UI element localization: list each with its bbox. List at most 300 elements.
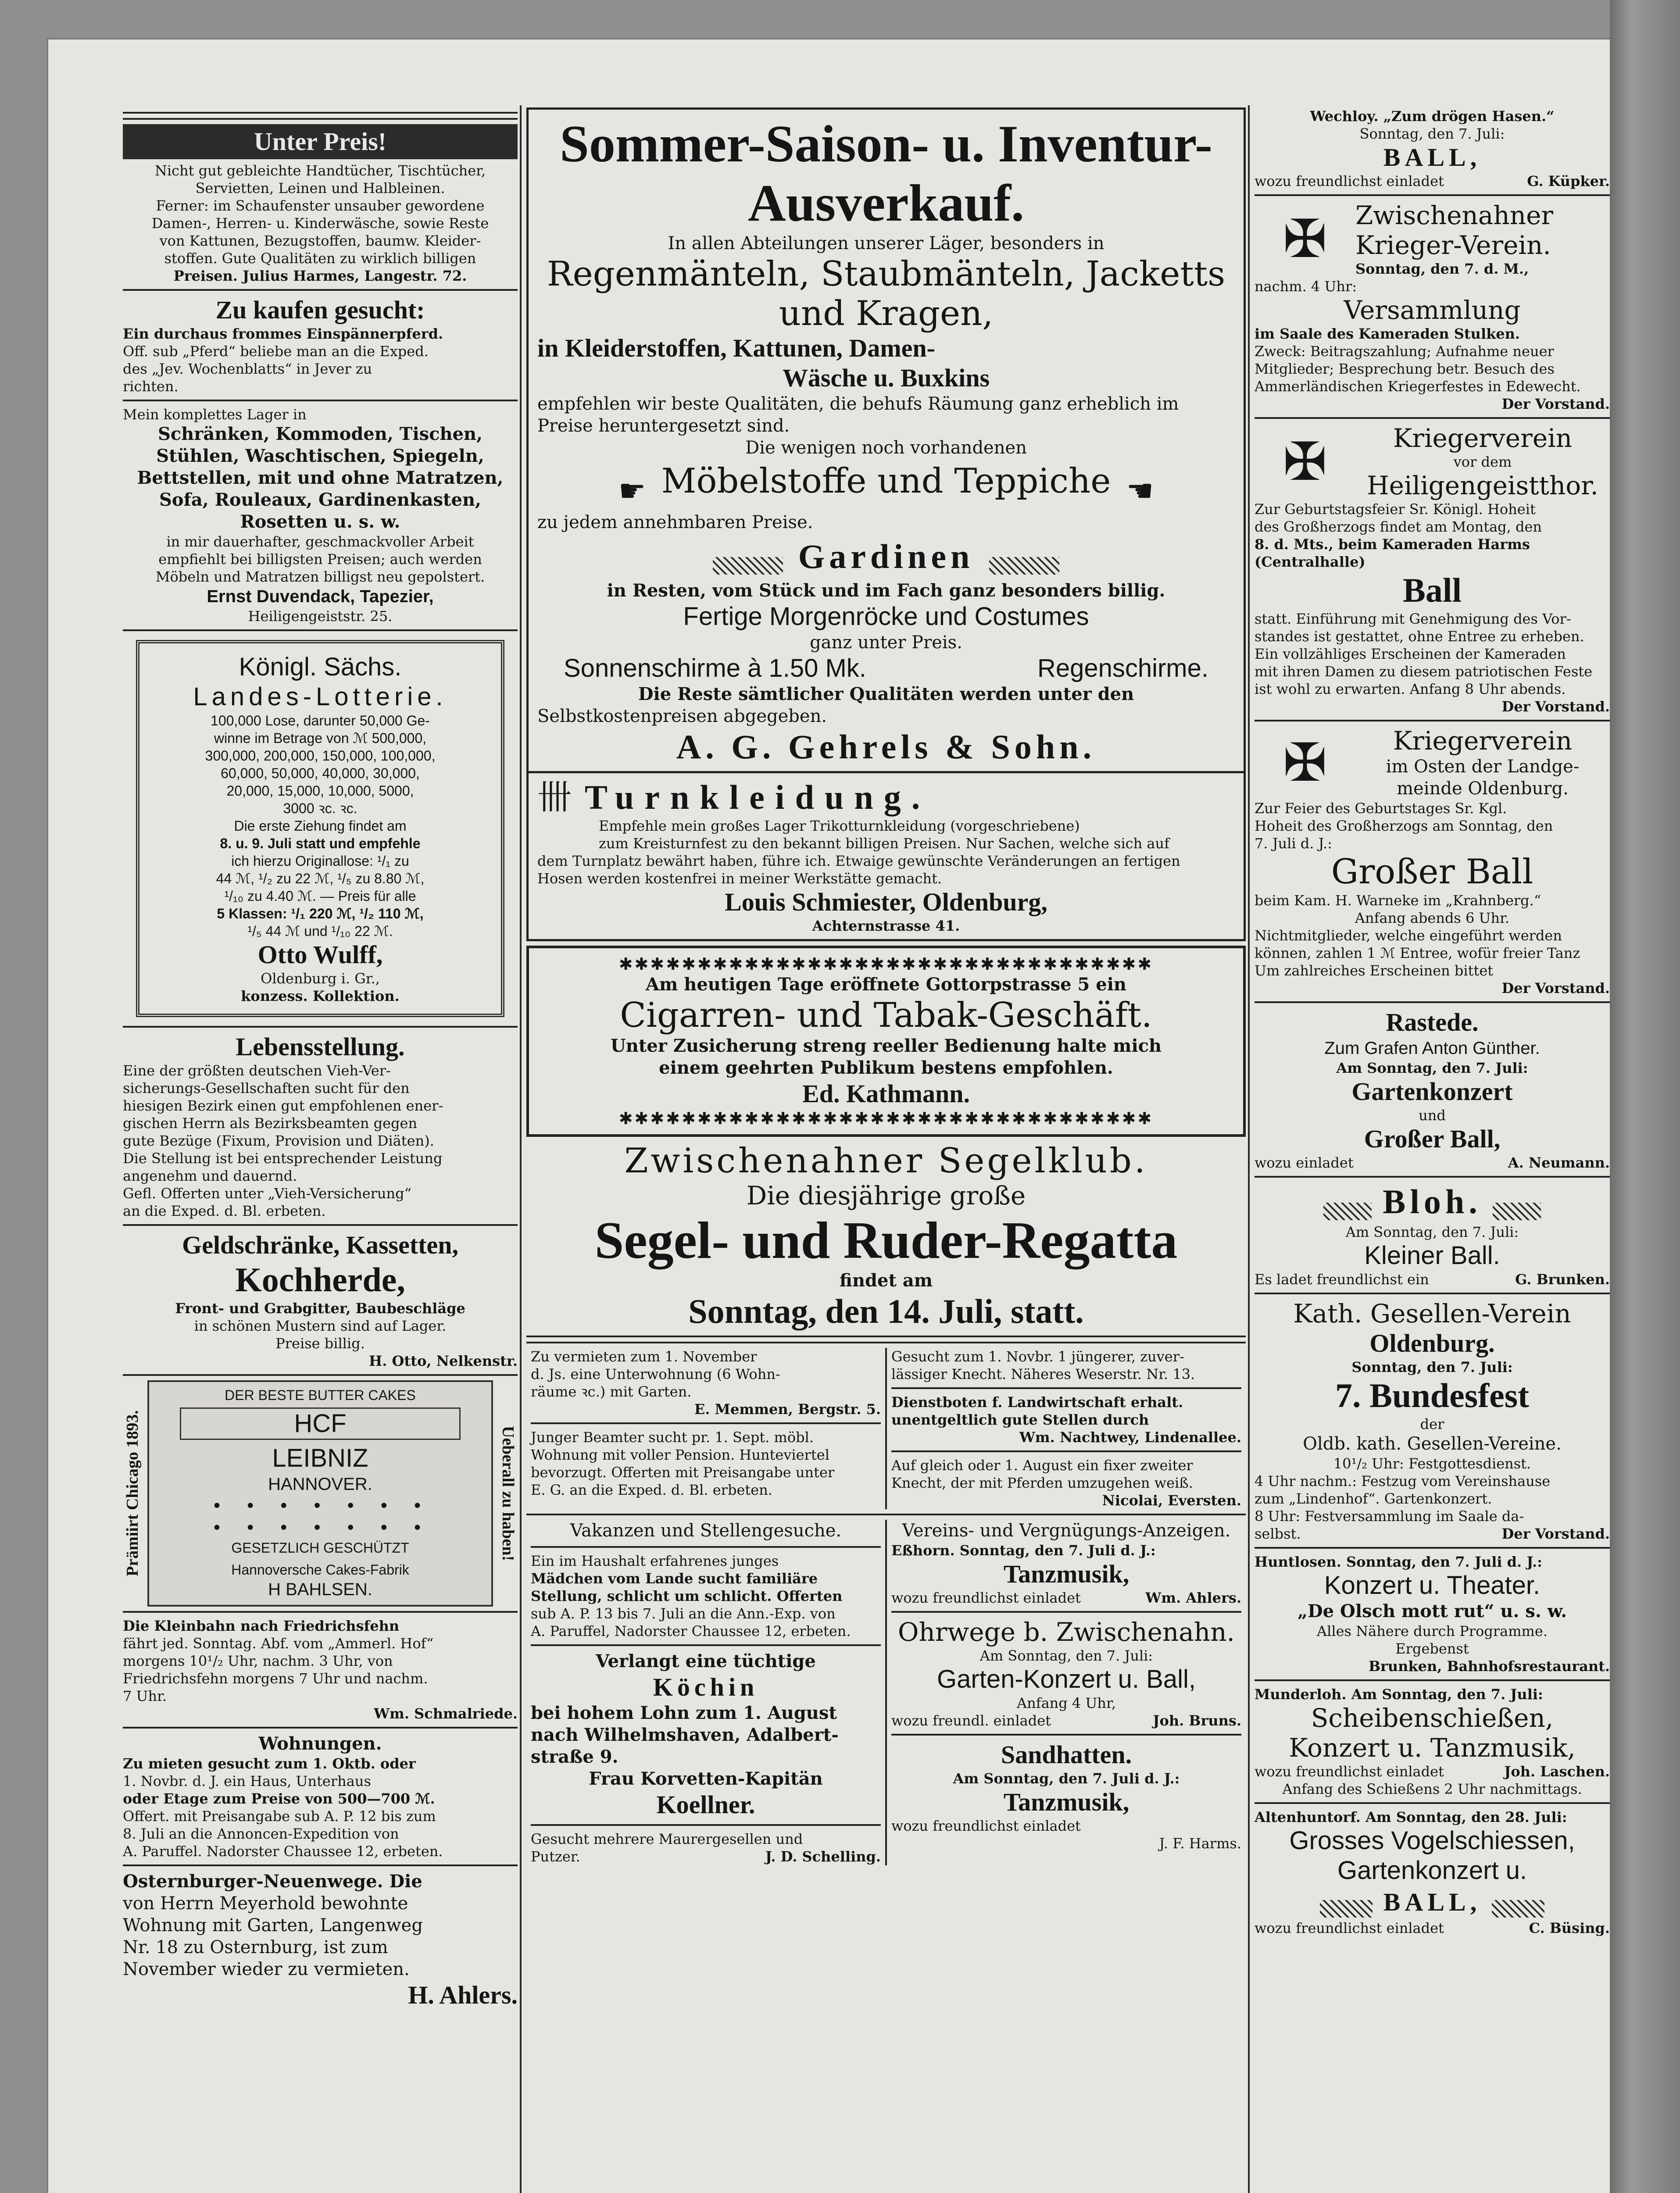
ad-title: Sandhatten. <box>1001 1740 1132 1769</box>
ad-title: vor dem <box>1453 454 1512 470</box>
ad-gesellen-verein <box>1255 1299 1610 1549</box>
ad-signature: G. Küpker. <box>1527 173 1610 189</box>
ad-signature: Wm. Schmalriede. <box>374 1705 518 1722</box>
ad-line: wozu freundlichst einladet <box>1255 173 1444 189</box>
ad-line: Die diesjährige große <box>746 1180 1026 1211</box>
ad-line: Verlangt eine tüchtige <box>596 1650 816 1672</box>
ad-headline: Segel- und Ruder-Regatta <box>594 1211 1178 1269</box>
ad-line: oder Etage zum Preise von 500—700 ℳ. <box>123 1790 435 1807</box>
ad-line: Oldb. kath. Gesellen-Vereine. <box>1303 1434 1562 1454</box>
ad-line: Hoheit des Großherzogs am Sonntag, den <box>1255 818 1553 834</box>
ad-heiligengeist-krieger <box>1255 423 1610 721</box>
ad-line: Gardinen <box>798 537 974 575</box>
ad-line: an die Exped. d. Bl. erbeten. <box>123 1203 326 1219</box>
ad-line: nachm. 4 Uhr: <box>1255 278 1357 295</box>
ad-line: dem Turnplatz bewährt haben, führe ich. Etwaige gewünschte Veränderungen an fertigen <box>537 852 1180 869</box>
ad-line: ich hierzu Originallose: ¹/₁ zu <box>231 853 409 869</box>
ad-line: Wohnung mit voller Pension. Hunteviertel <box>531 1446 829 1463</box>
ad-line: des „Jev. Wochenblatts“ in Jever zu <box>123 361 372 377</box>
ad-line: Die Kleinbahn nach Friedrichsfehn <box>123 1618 400 1634</box>
ad-line: in schönen Mustern sind auf Lager. <box>194 1318 447 1334</box>
ad-line: wozu freundlichst einladet <box>1255 1763 1444 1780</box>
ad-line: Wäsche u. Buxkins <box>782 364 990 392</box>
ad-line: Sonntag, den 7. d. M., <box>1355 261 1529 277</box>
ad-lotterie <box>123 640 518 1028</box>
ad-line: fährt jed. Sonntag. Abf. vom „Ammerl. Hof“ <box>123 1635 434 1652</box>
ad-line: der <box>1420 1416 1444 1432</box>
ad-nachtwey <box>891 1393 1241 1446</box>
ad-line: richten. <box>123 378 179 395</box>
ad-line: Unter Zusicherung streng reeller Bedienung halte mich <box>610 1035 1162 1056</box>
ornament-bar <box>1492 1900 1544 1918</box>
ad-line: Eßhorn. Sonntag, den 7. Juli d. J.: <box>891 1542 1156 1559</box>
ad-line: Sofa, Rouleaux, Gardinenkasten, <box>159 489 481 510</box>
ad-line: standes ist gestattet, ohne Entree zu erheben. <box>1255 628 1584 645</box>
ad-line: Zum Grafen Anton Günther. <box>1324 1039 1540 1058</box>
ad-line: Ein vollzähliges Erscheinen der Kameraden <box>1255 646 1566 662</box>
ad-line: Sonnenschirme à 1.50 Mk. <box>564 654 866 682</box>
ad-line: Scheibenschießen, <box>1311 1703 1554 1733</box>
ad-line: von Herrn Meyerhold bewohnte <box>123 1893 408 1914</box>
ad-line: Sonntag, den 7. Juli: <box>1351 1359 1513 1375</box>
ad-line: Front- und Grabgitter, Baubeschläge <box>175 1300 465 1317</box>
ad-title: Zwischenahner <box>1355 200 1554 230</box>
ad-line: einem geehrten Publikum bestens empfohlen. <box>659 1057 1113 1078</box>
ad-line: „De Olsch mott rut“ u. s. w. <box>1297 1601 1567 1622</box>
ad-signature: Joh. Laschen. <box>1504 1763 1610 1780</box>
ad-line: Rosetten u. s. w. <box>240 511 400 532</box>
ad-line: Nicht gut gebleichte Handtücher, Tischtücher, <box>154 162 486 179</box>
ad-line: Ein im Haushalt erfahrenes junges <box>531 1552 779 1569</box>
iron-cross-icon: ✠ <box>1283 732 1327 793</box>
ad-line: Fertige Morgenröcke und Costumes <box>683 602 1089 631</box>
ad-line: Munderloh. Am Sonntag, den 7. Juli: <box>1255 1686 1543 1703</box>
ad-schelling <box>531 1830 881 1865</box>
ad-lebensstellung <box>123 1032 518 1226</box>
ad-line: Sonntag, den 7. Juli: <box>1359 125 1505 142</box>
ad-zu-kaufen <box>123 295 518 401</box>
ad-line: Servietten, Leinen und Halbleinen. <box>195 180 445 196</box>
ad-line: 4 Uhr nachm.: Festzug vom Vereinshause <box>1255 1473 1551 1489</box>
ad-line: Anfang abends 6 Uhr. <box>1355 910 1510 926</box>
iron-cross-icon: ✠ <box>1283 431 1327 493</box>
star-border-icon: ✱✱✱✱✱✱✱✱✱✱✱✱✱✱✱✱✱✱✱✱✱✱✱✱✱✱✱✱✱✱✱✱✱✱ <box>618 1108 1154 1128</box>
ad-line: Knecht, der mit Pferden umzugehen weiß. <box>891 1474 1193 1491</box>
ad-signature: Joh. Bruns. <box>1153 1712 1241 1729</box>
ad-line: 3000 ꝛc. ꝛc. <box>283 800 357 816</box>
ad-line: BALL, <box>1383 1888 1481 1916</box>
ad-signature: J. F. Harms. <box>1159 1835 1241 1852</box>
ad-signature: A. G. Gehrels & Sohn. <box>676 727 1096 766</box>
ad-turnkleidung <box>526 773 1246 941</box>
ad-line: Damen-, Herren- u. Kinderwäsche, sowie Reste <box>151 215 489 232</box>
page-edge <box>1610 0 1680 2193</box>
ad-line: 7. Juli d. J.: <box>1255 835 1332 852</box>
ad-line: angenehm und dauernd. <box>123 1168 297 1184</box>
ad-line: wozu freundlichst einladet <box>891 1817 1081 1834</box>
ad-line: räume ꝛc.) mit Garten. <box>531 1383 692 1400</box>
ad-line: wozu freundl. einladet <box>891 1712 1051 1729</box>
ad-segelklub <box>526 1141 1246 1343</box>
ad-line: 44 ℳ, ¹/₂ zu 22 ℳ, ¹/₅ zu 8.80 ℳ, <box>216 871 425 886</box>
ad-line: Osternburger-Neuenwege. Die <box>123 1871 422 1892</box>
ad-line: Preise heruntergesetzt sind. <box>537 416 790 436</box>
ad-altenhuntorf <box>1255 1808 1610 1937</box>
ad-line: Mitglieder; Besprechung betr. Besuch des <box>1255 361 1555 377</box>
ad-ahlers <box>123 1871 518 2010</box>
ad-signature: H BAHLSEN. <box>268 1580 372 1599</box>
ad-line: 100,000 Lose, darunter 50,000 Ge- <box>211 713 430 729</box>
ad-signature: A. Neumann. <box>1508 1154 1610 1171</box>
leibniz-biscuit-image <box>147 1380 493 1607</box>
ad-line: Bettstellen, mit und ohne Matratzen, <box>137 468 504 488</box>
ad-line: E. G. an die Exped. d. Bl. erbeten. <box>531 1481 772 1498</box>
ad-line: Eine der größten deutschen Vieh-Ver- <box>123 1062 391 1079</box>
ad-title: Oldenburg. <box>1369 1329 1495 1357</box>
biscuit-dots-icon: • • • • • • • • • • • • • • <box>211 1496 429 1538</box>
ad-line: stoffen. Gute Qualitäten zu wirklich billigen <box>164 250 476 267</box>
ad-signature: Ed. Kathmann. <box>802 1079 970 1108</box>
ad-line: bevorzugt. Offerten mit Preisangabe unter <box>531 1464 835 1481</box>
ad-line: 300,000, 200,000, 150,000, 100,000, <box>205 748 436 764</box>
ad-line: Preise billig. <box>275 1335 365 1352</box>
ad-line: selbst. <box>1255 1525 1301 1542</box>
ad-line: Sonntag, den 14. Juli, statt. <box>688 1292 1084 1330</box>
ad-signature: Der Vorstand. <box>1501 698 1610 715</box>
ad-signature: Brunken, Bahnhofsrestaurant. <box>1368 1658 1610 1675</box>
ad-line: Friedrichsfehn morgens 7 Uhr und nachm. <box>123 1670 428 1687</box>
ad-line: Empfehle mein großes Lager Trikotturnkleidung (vorgeschriebene) <box>599 817 1080 834</box>
ad-signature: H. Otto, Nelkenstr. <box>369 1353 518 1369</box>
ad-line: hiesigen Bezirk einen gut empfohlenen ener- <box>123 1097 443 1114</box>
ad-line: Anfang des Schießens 2 Uhr nachmittags. <box>1282 1781 1582 1797</box>
ad-line: Um zahlreiches Erscheinen bittet <box>1255 962 1494 979</box>
ad-wohnungen <box>123 1733 518 1866</box>
ad-line: im Saale des Kameraden Stulken. <box>1255 325 1520 342</box>
biscuit-text: GESETZLICH GESCHÜTZT <box>231 1540 409 1556</box>
ad-line: Ball <box>1402 571 1462 609</box>
ad-line: Zu vermieten zum 1. November <box>531 1348 757 1365</box>
ad-line: Mädchen vom Lande sucht familiäre <box>531 1570 818 1587</box>
ad-line: Regenmänteln, Staubmänteln, Jacketts <box>547 254 1226 294</box>
ad-line: 10¹/₂ Uhr: Festgottesdienst. <box>1333 1455 1531 1472</box>
ad-line: nach Wilhelmshaven, Adalbert- <box>531 1724 839 1745</box>
ad-line: konzess. Kollektion. <box>241 988 400 1004</box>
small-ads-row-1 <box>526 1348 1246 1509</box>
biscuit-text: DER BESTE BUTTER CAKES <box>225 1387 416 1403</box>
ad-line: zum Kreisturnfest zu den bekannt billigen Preisen. Nur Sachen, welche sich auf <box>599 835 1169 852</box>
ad-signature: H. Ahlers. <box>408 1981 518 2009</box>
ad-maedchen <box>531 1552 881 1640</box>
ad-line: Stühlen, Waschtischen, Spiegeln, <box>156 446 484 466</box>
ad-line: Konzert u. Tanzmusik, <box>1289 1733 1576 1763</box>
ad-line: Die Stellung ist bei entsprechender Leistung <box>123 1150 443 1167</box>
ornament-bar <box>1323 1203 1372 1220</box>
ad-line: Selbstkostenpreisen abgegeben. <box>537 706 827 726</box>
ad-gehrels <box>526 107 1246 773</box>
ornament-bar <box>1493 1203 1541 1220</box>
ad-line: Grosses Vogelschiessen, <box>1289 1826 1575 1855</box>
ad-title: Köchin <box>653 1672 759 1701</box>
ad-signature: Der Vorstand. <box>1501 1525 1610 1542</box>
ad-signature: J. D. Schelling. <box>765 1848 881 1865</box>
ad-line: (Centralhalle) <box>1255 554 1365 570</box>
ad-signature: Wm. Nachtwey, Lindenallee. <box>1019 1429 1241 1446</box>
ad-line: Nr. 18 zu Osternburg, ist zum <box>123 1937 388 1957</box>
ad-line: Mein komplettes Lager in <box>123 406 307 423</box>
ad-line: Gartenkonzert u. <box>1337 1856 1527 1885</box>
ad-line: ¹/₁₀ zu 4.40 ℳ. — Preis für alle <box>224 888 416 904</box>
ad-line: Am heutigen Tage eröffnete Gottorpstrasse 5 ein <box>645 974 1126 995</box>
biscuit-text: HANNOVER. <box>268 1475 372 1494</box>
ad-line: Ergebenst <box>1395 1640 1469 1657</box>
ad-line: Tanzmusik, <box>1003 1559 1130 1588</box>
ad-line: findet am <box>839 1270 933 1291</box>
ad-line: Huntlosen. Sonntag, den 7. Juli d. J.: <box>1255 1554 1542 1570</box>
ad-line: Am Sonntag, den 7. Juli d. J.: <box>953 1770 1180 1787</box>
iron-cross-icon: ✠ <box>1283 208 1327 270</box>
ad-line: Preisen. Julius Harmes, Langestr. 72. <box>173 268 467 284</box>
ad-line: 7 Uhr. <box>123 1688 167 1704</box>
ad-signature: Wm. Ahlers. <box>1145 1589 1241 1606</box>
ad-line: gischen Herrn als Bezirksbeamten gegen <box>123 1115 418 1132</box>
ad-line: Hosen werden kostenfrei in meiner Werkstätte gemacht. <box>537 870 942 887</box>
ad-line: Die erste Ziehung findet am <box>234 818 407 834</box>
ornament-bar <box>713 557 783 575</box>
ad-title: Cigarren- und Tabak-Geschäft. <box>620 995 1152 1035</box>
ad-line: Konzert u. Theater. <box>1324 1571 1541 1600</box>
ad-knecht <box>891 1348 1241 1383</box>
ad-line: von Kattunen, Bezugstoffen, baumw. Kleider- <box>159 232 481 249</box>
ad-line: und <box>1419 1107 1446 1124</box>
ad-title: Kriegerverein <box>1393 726 1573 756</box>
ad-signature: Der Vorstand. <box>1501 980 1610 996</box>
ad-title: Krieger-Verein. <box>1355 230 1551 260</box>
ad-line: Regenschirme. <box>1037 654 1208 682</box>
ad-title: Bloh. <box>1383 1182 1482 1221</box>
ad-line: Garten-Konzert u. Ball, <box>937 1664 1196 1693</box>
ad-line: Versammlung <box>1344 295 1521 325</box>
ad-line: Dienstboten f. Landwirtschaft erhalt. <box>891 1393 1183 1411</box>
ad-signature: C. Büsing. <box>1529 1919 1610 1936</box>
ad-title: im Osten der Landge- <box>1386 757 1580 777</box>
ad-huntlosen <box>1255 1553 1610 1681</box>
column-right <box>1255 107 1610 1937</box>
ad-line: Gartenkonzert <box>1351 1077 1513 1106</box>
ad-line: sub A. P. 13 bis 7. Juli an die Ann.-Exp. von <box>531 1605 836 1622</box>
ad-line: November wieder zu vermieten. <box>123 1959 410 1979</box>
ad-osten-krieger <box>1255 726 1610 1003</box>
ad-line: straße 9. <box>531 1746 618 1767</box>
ad-signature: Ernst Duvendack, Tapezier, <box>207 587 434 606</box>
ad-line: in mir dauerhafter, geschmackvoller Arbeit <box>166 533 474 550</box>
ad-line: beim Kam. H. Warneke im „Krahnberg.“ <box>1255 892 1541 909</box>
ad-line: d. Js. eine Unterwohnung (6 Wohn- <box>531 1365 780 1382</box>
ad-line: 8 Uhr: Festversammlung im Saale da- <box>1255 1508 1524 1525</box>
ad-kleinbahn <box>123 1617 518 1729</box>
ad-line: Zur Geburtstagsfeier Sr. Königl. Hoheit <box>1255 501 1536 518</box>
ad-line: wozu freundlichst einladet <box>1255 1919 1444 1936</box>
ad-line: Altenhuntorf. Am Sonntag, den 28. Juli: <box>1255 1809 1567 1825</box>
ad-address: Achternstrasse 41. <box>812 917 960 934</box>
ad-line: 8. d. Mts., beim Kameraden Harms <box>1255 536 1530 553</box>
ad-line: wozu freundlichst einladet <box>891 1589 1081 1606</box>
ad-line: zu jedem annehmbaren Preise. <box>537 512 813 532</box>
ad-title: Königl. Sächs. <box>239 653 402 681</box>
ad-signature: Der Vorstand. <box>1501 396 1610 412</box>
ad-line: Großer Ball <box>1331 852 1533 892</box>
ad-koechin <box>531 1650 881 1820</box>
ad-line: Ferner: im Schaufenster unsauber gewordene <box>156 197 485 214</box>
ad-line: Oldenburg i. Gr., <box>261 970 380 987</box>
ad-line: in Resten, vom Stück und im Fach ganz besonders billig. <box>607 580 1165 601</box>
ad-line: Hannoversche Cakes-Fabrik <box>231 1562 409 1578</box>
ad-line: Am Sonntag, den 7. Juli: <box>979 1647 1153 1664</box>
ad-line: und Kragen, <box>779 294 994 333</box>
ad-signature: Frau Korvetten-Kapitän <box>589 1768 823 1789</box>
ad-line: Gesucht mehrere Maurergesellen und <box>531 1830 803 1847</box>
ad-wechloy <box>1255 107 1610 196</box>
ad-bloh <box>1255 1182 1610 1294</box>
ad-rastede <box>1255 1007 1610 1178</box>
ad-title: Landes-Lotterie. <box>193 682 447 711</box>
ad-line: Kleiner Ball. <box>1364 1241 1500 1270</box>
ad-line: ist wohl zu erwarten. Anfang 8 Uhr abends. <box>1255 681 1566 697</box>
ad-line: Putzer. <box>531 1848 580 1865</box>
ad-title: Kriegerverein <box>1393 423 1573 453</box>
ad-title: meinde Oldenburg. <box>1397 779 1569 799</box>
ad-line: A. Paruffel, Nadorster Chaussee 12, erbeten. <box>531 1622 851 1639</box>
ad-line: Alles Nähere durch Programme. <box>1317 1623 1548 1639</box>
star-border-icon: ✱✱✱✱✱✱✱✱✱✱✱✱✱✱✱✱✱✱✱✱✱✱✱✱✱✱✱✱✱✱✱✱✱✱ <box>618 954 1154 974</box>
ad-line: Die Reste sämtlicher Qualitäten werden unter den <box>638 683 1134 704</box>
ad-signature: E. Memmen, Bergstr. 5. <box>694 1400 881 1418</box>
ad-title: Zu kaufen gesucht: <box>215 296 425 324</box>
ad-line: Off. sub „Pferd“ beliebe man an die Exped. <box>123 343 429 360</box>
ad-line: können, zahlen 1 ℳ Entree, wofür freier Tanz <box>1255 945 1580 961</box>
ad-line: sicherungs-Gesellschaften sucht für den <box>123 1080 410 1096</box>
ad-title: Turnkleidung. <box>585 778 931 816</box>
ad-headline: Ausverkauf. <box>747 174 1025 232</box>
ad-line: Gefl. Offerten unter „Vieh-Versicherung“ <box>123 1185 411 1202</box>
biscuit-text: LEIBNIZ <box>272 1444 368 1472</box>
section-title: Vakanzen und Stellengesuche. <box>570 1520 842 1541</box>
ad-line: Am Sonntag, den 7. Juli: <box>1345 1224 1519 1240</box>
turner-cross-icon: 卌 <box>537 777 572 817</box>
ad-line: ganz unter Preis. <box>810 632 962 653</box>
ad-headline: Sommer-Saison- u. Inventur- <box>560 114 1212 173</box>
ad-line: in Kleiderstoffen, Kattunen, Damen- <box>537 334 935 362</box>
ad-line: des Großherzogs findet am Montag, den <box>1255 518 1542 535</box>
ad-memmen <box>531 1348 881 1418</box>
ad-line: 8. Juli an die Annoncen-Expedition von <box>123 1825 399 1842</box>
ad-line: Ein durchaus frommes Einspännerpferd. <box>123 325 443 342</box>
small-ads-row-2 <box>526 1520 1246 1865</box>
ad-kathmann <box>526 946 1246 1137</box>
section-title: Vereins- und Vergnügungs-Anzeigen. <box>902 1520 1231 1541</box>
ad-junger-beamter <box>531 1429 881 1499</box>
ad-line: unentgeltlich gute Stellen durch <box>891 1411 1149 1428</box>
biscuit-logo: HCF <box>180 1407 461 1440</box>
ad-line: morgens 10¹/₂ Uhr, nachm. 3 Uhr, von <box>123 1653 393 1669</box>
ad-line: Zur Feier des Geburtstages Sr. Kgl. <box>1255 800 1507 817</box>
ad-munderloh <box>1255 1686 1610 1804</box>
ad-line: 60,000, 50,000, 40,000, 30,000, <box>221 765 420 781</box>
ad-line: Wohnung mit Garten, Langenweg <box>123 1915 423 1936</box>
ad-line: BALL, <box>1383 143 1481 171</box>
ad-line: Tanzmusik, <box>1003 1787 1130 1816</box>
column-left <box>123 107 518 2010</box>
ad-line: gute Bezüge (Fixum, Provision und Diäten). <box>123 1132 434 1149</box>
ad-vertical-text: Ueberall zu haben! <box>499 1425 517 1561</box>
ad-vertical-text: Prämiirt Chicago 1893. <box>123 1410 142 1577</box>
ad-line: A. Paruffel. Nadorster Chaussee 12, erbeten. <box>123 1843 443 1860</box>
ad-line: empfiehlt bei billigsten Preisen; auch werden <box>158 551 482 568</box>
ad-line: Anfang 4 Uhr, <box>1017 1694 1116 1711</box>
ad-line: ¹/₅ 44 ℳ und ¹/₁₀ 22 ℳ. <box>247 923 393 939</box>
ad-line: wozu einladet <box>1255 1154 1354 1171</box>
ad-line: In allen Abteilungen unserer Läger, besonders in <box>668 233 1105 254</box>
column-middle <box>526 107 1246 1865</box>
ad-signature: Koellner. <box>656 1790 755 1819</box>
ad-line: bei hohem Lohn zum 1. August <box>531 1702 837 1723</box>
ad-line: lässiger Knecht. Näheres Weserstr. Nr. 13. <box>891 1365 1195 1382</box>
ad-title: Unter Preis! <box>123 124 518 159</box>
ad-address: Heiligengeiststr. 25. <box>248 608 393 625</box>
ad-signature: Louis Schmiester, Oldenburg, <box>725 887 1047 916</box>
ad-title: Heiligengeistthor. <box>1367 471 1598 500</box>
ad-nicolai <box>891 1457 1241 1509</box>
ad-line: winne im Betrage von ℳ 500,000, <box>214 730 427 746</box>
ad-line: Möbelstoffe und Teppiche <box>661 461 1111 501</box>
ad-zwischenahner-krieger <box>1255 200 1610 419</box>
ad-title: Ohrwege b. Zwischenahn. <box>898 1617 1235 1647</box>
pointing-hand-left-icon: ☛ <box>618 472 646 509</box>
ad-line: empfehlen wir beste Qualitäten, die behufs Räumung ganz erheblich im <box>537 394 1179 414</box>
ad-line: Zu mieten gesucht zum 1. Oktb. oder <box>123 1755 416 1772</box>
ad-line: Großer Ball, <box>1364 1125 1501 1153</box>
ornament-bar <box>989 557 1059 575</box>
ad-line: 5 Klassen: ¹/₁ 220 ℳ, ¹/₂ 110 ℳ, <box>217 906 424 921</box>
ad-line: statt. Einführung mit Genehmigung des Vor- <box>1255 611 1571 627</box>
ad-line: Gesucht zum 1. Novbr. 1 jüngerer, zuver- <box>891 1348 1184 1365</box>
ad-line: Zweck: Beitragszahlung; Aufnahme neuer <box>1255 343 1554 360</box>
ornament-bar <box>1320 1900 1373 1918</box>
ad-duvendack <box>123 406 518 631</box>
ad-line: Nichtmitglieder, welche eingeführt werden <box>1255 927 1562 944</box>
ad-signature: Otto Wulff, <box>257 940 383 969</box>
ad-line: Möbeln und Matratzen billigst neu gepolstert. <box>155 568 485 585</box>
ad-title: Lebensstellung. <box>236 1032 405 1061</box>
ad-line: Stellung, schlicht um schlicht. Offerten <box>531 1587 843 1604</box>
ad-signature: Nicolai, Eversten. <box>1102 1492 1241 1509</box>
ad-line: zum „Lindenhof“. Gartenkonzert. <box>1255 1490 1492 1507</box>
ad-signature: G. Brunken. <box>1515 1271 1610 1288</box>
ad-line: Ammerländischen Kriegerfestes in Edewecht. <box>1255 378 1581 395</box>
ad-line: 1. Novbr. d. J. ein Haus, Unterhaus <box>123 1773 371 1789</box>
ad-line: Junger Beamter sucht pr. 1. Sept. möbl. <box>531 1429 814 1446</box>
section-title: Wohnungen. <box>258 1733 382 1754</box>
ad-line: 8. u. 9. Juli statt und empfehle <box>220 836 421 851</box>
pointing-hand-right-icon: ☚ <box>1126 472 1154 509</box>
ad-line: mit ihren Damen zu diesem patriotischen Feste <box>1255 663 1593 680</box>
ad-title: Kochherde, <box>235 1261 405 1299</box>
ad-line: Am Sonntag, den 7. Juli: <box>1336 1060 1528 1076</box>
column-rule <box>1248 105 1250 2193</box>
ad-bahlsen <box>123 1380 518 1607</box>
ad-line: Die wenigen noch vorhandenen <box>745 438 1027 458</box>
ad-line: Wechloy. „Zum drögen Hasen.“ <box>1310 108 1555 125</box>
